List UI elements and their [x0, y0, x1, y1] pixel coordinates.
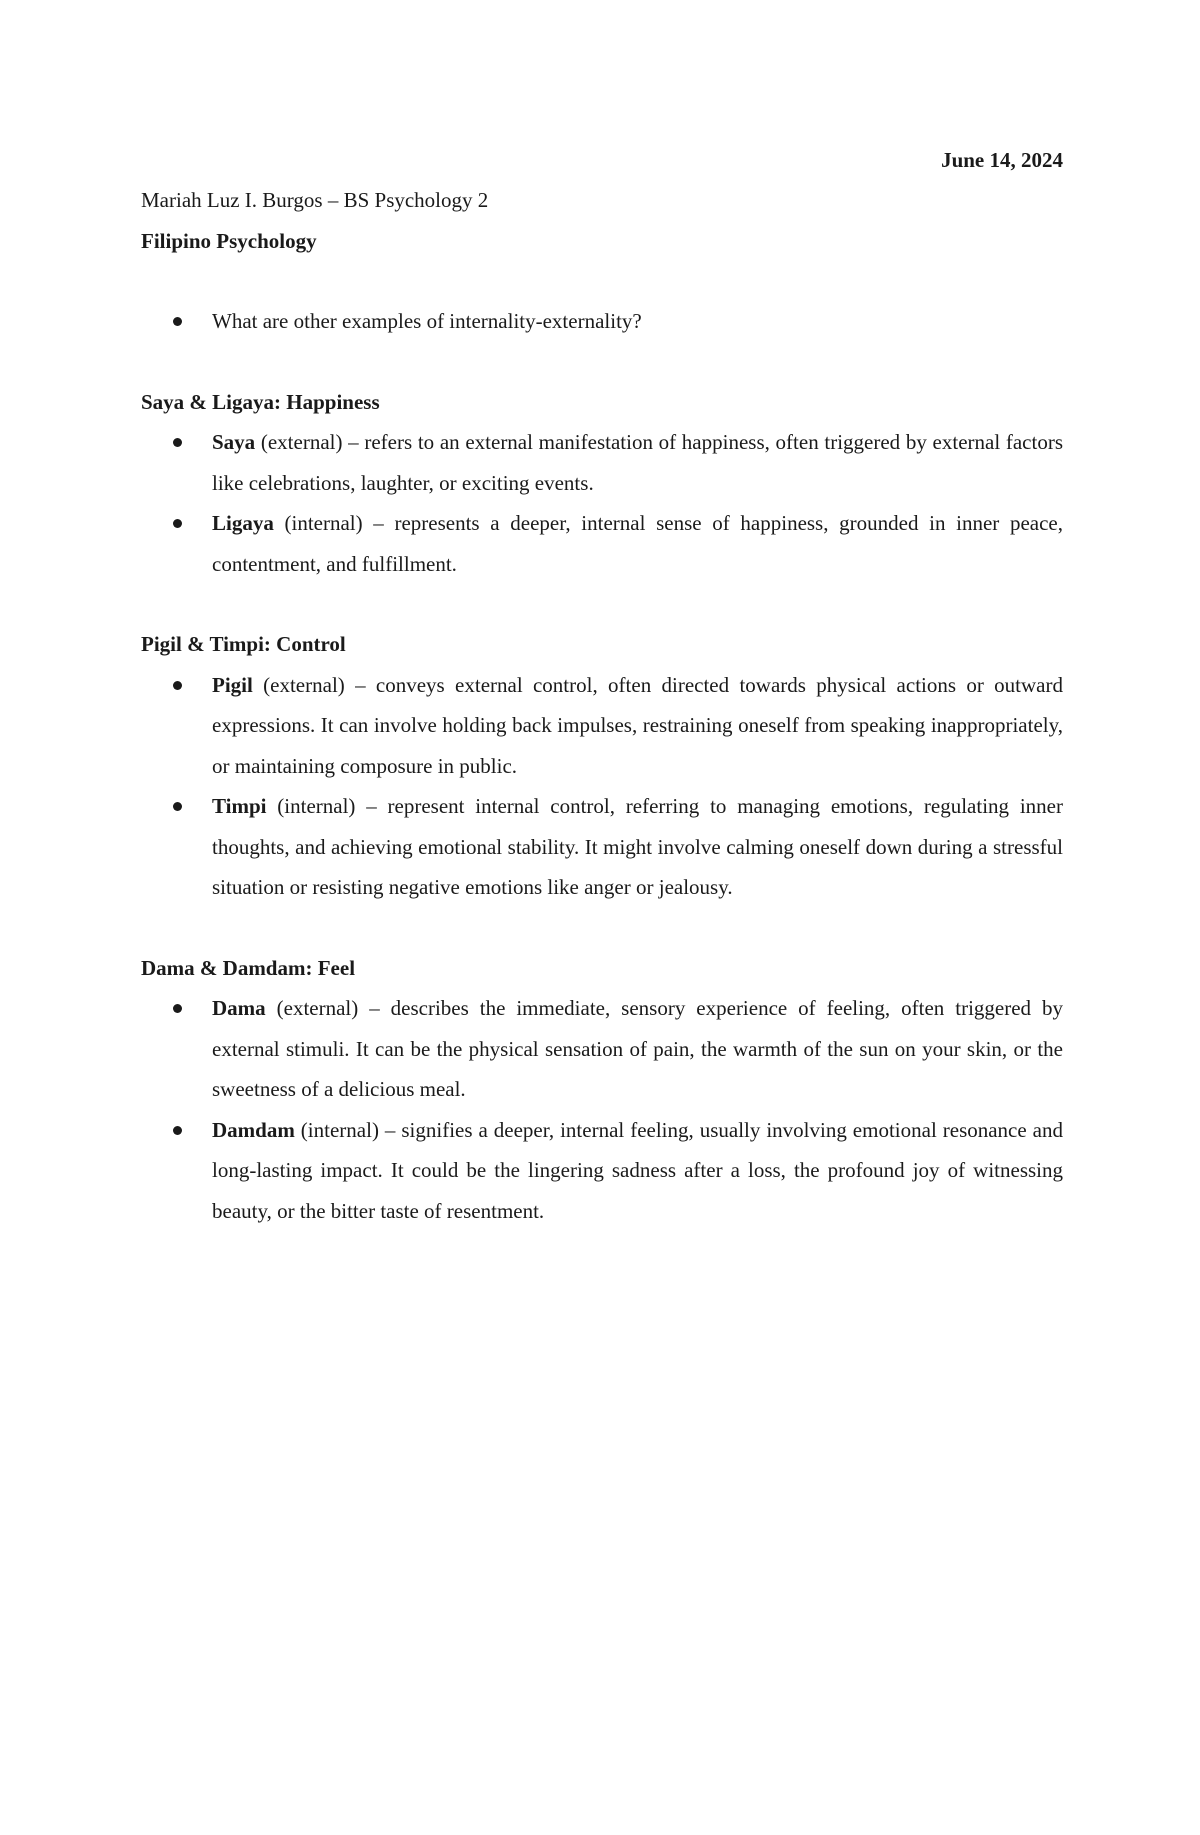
term: Dama: [212, 996, 266, 1020]
bullet-icon: [173, 1004, 182, 1013]
list-item: [141, 786, 1063, 908]
author-line: Mariah Luz I. Burgos – BS Psychology 2: [141, 188, 489, 212]
bullet-icon: [173, 317, 182, 326]
term: Damdam: [212, 1117, 295, 1142]
section-title-feel: Dama & Damdam: Feel: [141, 955, 356, 980]
spacer: [141, 261, 1063, 301]
list-item: [141, 988, 1063, 1110]
definition: (external) – conveys external control, often directed towards physical actions or outward expressions. It can involve holding back impulses, restraining oneself from speaking inappropriately, or maintaining composure in public.: [212, 672, 1063, 778]
section-list-feel: [141, 988, 1063, 1231]
definition: (internal) – signifies a deeper, internal feeling, usually involving emotional resonance and long-lasting impact. It could be the lingering sadness after a loss, the profound joy of witnessing beauty, or the bitter taste of resentment.: [212, 1117, 1063, 1223]
spacer: [141, 342, 1063, 382]
bullet-icon: [173, 802, 182, 811]
bullet-icon: [173, 681, 182, 690]
list-item: [141, 503, 1063, 584]
section-title-happiness: Saya & Ligaya: Happiness: [141, 389, 380, 414]
question-list: [141, 301, 1063, 342]
document-date: June 14, 2024: [941, 148, 1063, 172]
list-item: [141, 422, 1063, 503]
term: Saya: [212, 430, 256, 454]
term: Pigil: [212, 672, 253, 697]
course-title: Filipino Psychology: [141, 228, 317, 253]
section-list-happiness: [141, 422, 1063, 584]
bullet-icon: [173, 1126, 182, 1135]
list-item: [141, 1110, 1063, 1232]
section-title-control: Pigil & Timpi: Control: [141, 632, 346, 656]
term: Ligaya: [212, 511, 274, 535]
spacer: [141, 584, 1063, 624]
term: Timpi: [212, 794, 267, 818]
definition: (internal) – represent internal control, referring to managing emotions, regulating inner thoughts, and achieving emotional stability. It might involve calming oneself down during a stressful situation or resisting negative emotions like anger or jealousy.: [212, 794, 1063, 899]
definition: (internal) – represents a deeper, internal sense of happiness, grounded in inner peace, contentment, and fulfillment.: [212, 511, 1063, 576]
section-list-control: [141, 665, 1063, 908]
bullet-icon: [173, 519, 182, 528]
definition: (external) – describes the immediate, sensory experience of feeling, often triggered by external stimuli. It can be the physical sensation of pain, the warmth of the sun on your skin, or the sweetness of a delicious meal.: [212, 996, 1063, 1101]
question-item: [141, 301, 1063, 342]
definition: (external) – refers to an external manifestation of happiness, often triggered by external factors like celebrations, laughter, or exciting events.: [212, 430, 1063, 495]
document-body: [141, 140, 1063, 1231]
list-item: [141, 665, 1063, 787]
spacer: [141, 908, 1063, 948]
question-text: What are other examples of internality-externality?: [212, 309, 642, 333]
bullet-icon: [173, 438, 182, 447]
